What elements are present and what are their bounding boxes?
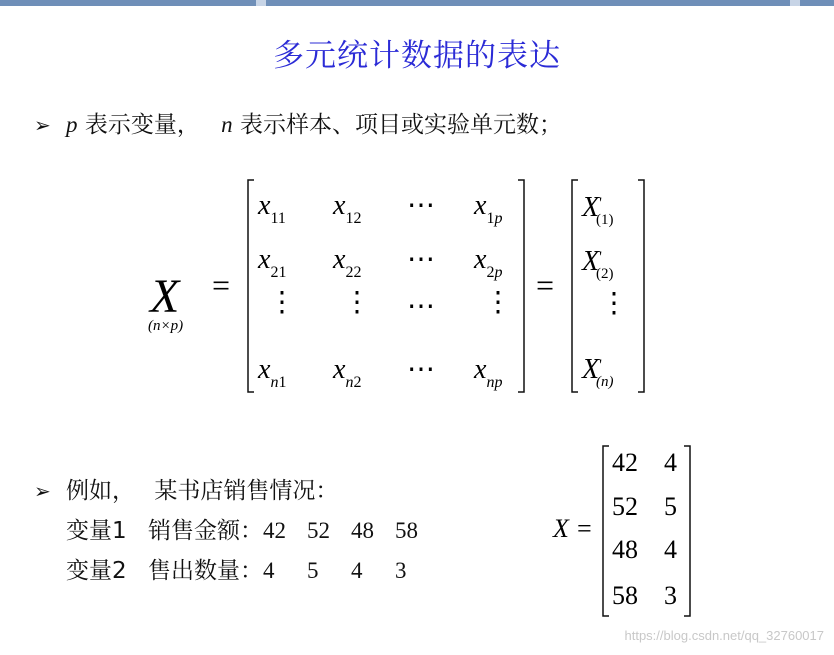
bullet-arrow-icon: ➢ [34, 113, 51, 137]
variable-2-label: 变量2 [66, 558, 127, 584]
matrix-entry: $x_{12}$ [333, 190, 362, 227]
matrix-entry: ⋯ [407, 354, 435, 385]
example-description: 某书店销售情况： [154, 478, 339, 504]
left-bracket [603, 446, 609, 616]
matrix-entry: $x_{11}$ [258, 190, 286, 227]
matrix-entry: ⋮ [343, 287, 371, 318]
example-matrix-entry: 52 [612, 492, 638, 521]
matrix-entry: ⋯ [407, 190, 435, 221]
example-matrix-entry: 4 [664, 448, 677, 477]
matrix-entry: $x_{22}$ [333, 244, 362, 281]
example-matrix-entry: 4 [664, 535, 677, 564]
matrix-name-x: X [150, 270, 180, 323]
matrix-entry: $x_{n2}$ [333, 354, 362, 391]
matrix-dimension: (n×p) [148, 318, 184, 334]
matrix-entry: $x_{np}$ [474, 354, 503, 391]
variable-value: 48 [350, 518, 374, 543]
variable-value: 58 [394, 518, 418, 543]
row-vector: X' $_{(n)}$ [582, 354, 614, 390]
matrix-entry: $x_{2p}$ [474, 244, 503, 281]
watermark: https://blog.csdn.net/qq_32760017 [624, 628, 824, 643]
row-vector: ⋮ [600, 288, 628, 319]
example-matrix-name: X = [553, 514, 593, 543]
row-vector: X' $_{(1)}$ [582, 192, 614, 228]
row-vector: X' $_{(2)}$ [582, 246, 614, 282]
matrix-entry: $x_{21}$ [258, 244, 287, 281]
equals-sign: = [212, 267, 231, 303]
var-p: p [66, 112, 78, 137]
variable-1-description: 销售金额： [147, 518, 263, 544]
page-title: 多元统计数据的表达 [273, 38, 561, 74]
variable-value: 5 [306, 558, 319, 583]
matrix-entry: ⋮ [484, 287, 512, 318]
variable-value: 3 [394, 558, 407, 583]
p-description: 表示变量， [84, 112, 200, 138]
variable-value: 42 [262, 518, 286, 543]
variable-value: 4 [262, 558, 275, 583]
variable-value: 4 [350, 558, 363, 583]
variable-value: 52 [306, 518, 330, 543]
matrix-entry: ⋯ [407, 244, 435, 275]
variable-1-label: 变量1 [66, 518, 127, 544]
example-matrix-entry: 5 [664, 492, 677, 521]
example-label: 例如， [66, 478, 135, 504]
n-description: 表示样本、项目或实验单元数； [239, 112, 562, 138]
matrix-entry: $x_{n1}$ [258, 354, 287, 391]
example-matrix-entry: 48 [612, 535, 638, 564]
bullet-arrow-icon: ➢ [34, 479, 51, 503]
equals-sign: = [536, 267, 555, 303]
example-matrix-entry: 3 [664, 581, 677, 610]
matrix-entry: ⋮ [268, 287, 296, 318]
matrix-entry: ⋯ [407, 291, 435, 322]
variable-2-description: 售出数量： [147, 558, 263, 584]
right-bracket [684, 446, 690, 616]
example-matrix-entry: 42 [612, 448, 638, 477]
example-matrix-entry: 58 [612, 581, 638, 610]
matrix-entry: $x_{1p}$ [474, 190, 503, 227]
var-n: n [221, 112, 233, 137]
